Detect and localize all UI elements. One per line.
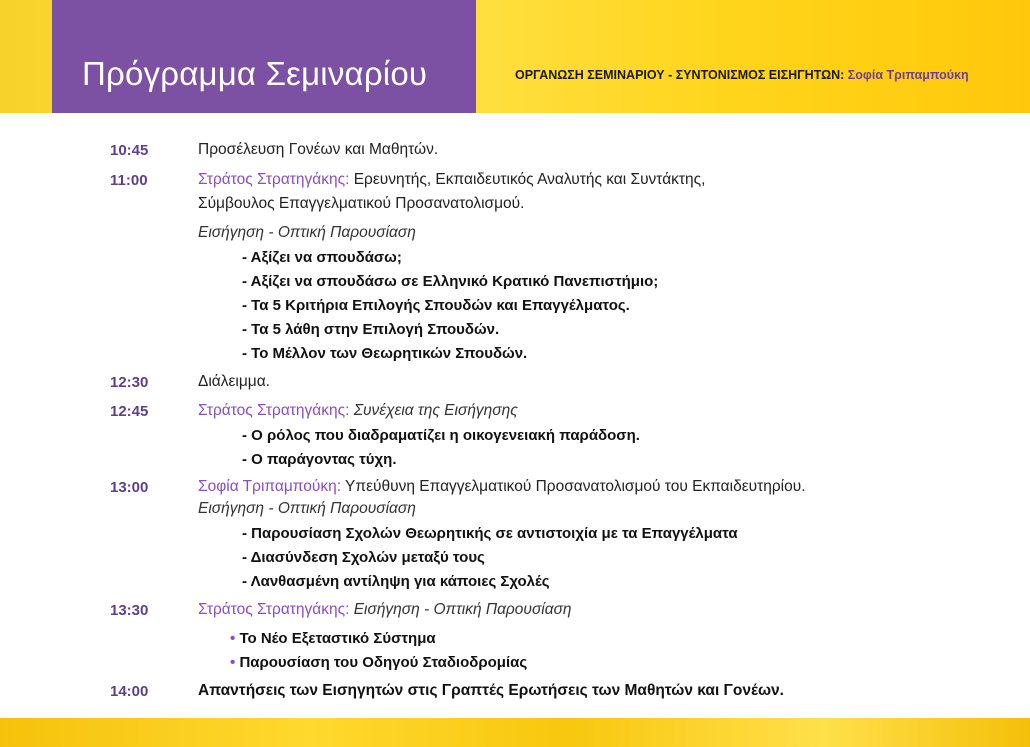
session-line xyxy=(198,171,705,189)
session-line xyxy=(198,478,806,496)
time-slot: 12:45 xyxy=(110,403,149,420)
session-text: Διάλειμμα. xyxy=(198,373,270,390)
session-text: Προσέλευση Γονέων και Μαθητών. xyxy=(198,141,439,158)
speaker-desc-cont: Σύμβουλος Επαγγελματικού Προσανατολισμού. xyxy=(198,195,525,212)
time-slot: 14:00 xyxy=(110,683,149,700)
list-item: - Ο παράγοντας τύχη. xyxy=(242,451,397,468)
session-desc: Εισήγηση - Οπτική Παρουσίαση xyxy=(349,601,572,618)
list-item: - Τα 5 Κριτήρια Επιλογής Σπουδών και Επαγγέλματος. xyxy=(242,297,630,314)
session-type: Εισήγηση - Οπτική Παρουσίαση xyxy=(198,500,416,517)
time-slot: 11:00 xyxy=(110,172,148,189)
speaker-name: Στράτος Στρατηγάκης: xyxy=(198,402,350,419)
session-desc: Συνέχεια της Εισήγησης xyxy=(349,402,518,419)
footer-band xyxy=(0,718,1030,747)
time-slot: 12:30 xyxy=(110,374,149,391)
list-item-text: Παρουσίαση του Οδηγού Σταδιοδρομίας xyxy=(239,654,528,671)
list-item: - Αξίζει να σπουδάσω; xyxy=(242,249,402,266)
speaker-desc: Υπεύθυνη Επαγγελματικού Προσανατολισμού του Εκπαιδευτηρίου. xyxy=(341,478,806,495)
list-item: - Παρουσίαση Σχολών Θεωρητικής σε αντιστοιχία με τα Επαγγέλματα xyxy=(242,525,738,542)
title-box xyxy=(52,0,476,113)
time-slot: 13:00 xyxy=(110,479,149,496)
list-item xyxy=(230,630,436,647)
speaker-name: Σοφία Τριπαμπούκη: xyxy=(198,478,342,495)
speaker-name: Στράτος Στρατηγάκης: xyxy=(198,601,350,618)
session-line xyxy=(198,402,518,420)
bullet-dot-icon: • xyxy=(230,654,236,671)
speaker-desc: Ερευνητής, Εκπαιδευτικός Αναλυτής και Συντάκτης, xyxy=(349,171,706,188)
session-text: Απαντήσεις των Εισηγητών στις Γραπτές Ερωτήσεις των Μαθητών και Γονέων. xyxy=(198,682,784,699)
time-slot: 13:30 xyxy=(110,602,149,619)
list-item: - Διασύνδεση Σχολών μεταξύ τους xyxy=(242,549,485,566)
session-type: Εισήγηση - Οπτική Παρουσίαση xyxy=(198,224,416,241)
time-slot: 10:45 xyxy=(110,142,149,159)
list-item-text: Το Νέο Εξεταστικό Σύστημα xyxy=(239,630,436,647)
list-item: - Το Μέλλον των Θεωρητικών Σπουδών. xyxy=(242,345,528,362)
list-item: - Αξίζει να σπουδάσω σε Ελληνικό Κρατικό Πανεπιστήμιο; xyxy=(242,273,659,290)
bullet-dot-icon: • xyxy=(230,630,236,647)
page-title: Πρόγραμμα Σεμιναρίου xyxy=(82,55,428,92)
list-item xyxy=(230,654,527,671)
list-item: - Λανθασμένη αντίληψη για κάποιες Σχολές xyxy=(242,573,550,590)
list-item: - Τα 5 λάθη στην Επιλογή Σπουδών. xyxy=(242,321,500,338)
organizer-label: ΟΡΓΑΝΩΣΗ ΣΕΜΙΝΑΡΙΟΥ - ΣΥΝΤΟΝΙΣΜΟΣ ΕΙΣΗΓΗΤΩΝ: xyxy=(515,68,845,82)
session-line xyxy=(198,601,572,619)
speaker-name: Στράτος Στρατηγάκης: xyxy=(198,171,350,188)
organizer-name: Σοφία Τριπαμπούκη xyxy=(847,68,969,82)
organizer-line xyxy=(515,68,969,82)
list-item: - Ο ρόλος που διαδραματίζει η οικογενειακή παράδοση. xyxy=(242,427,640,444)
